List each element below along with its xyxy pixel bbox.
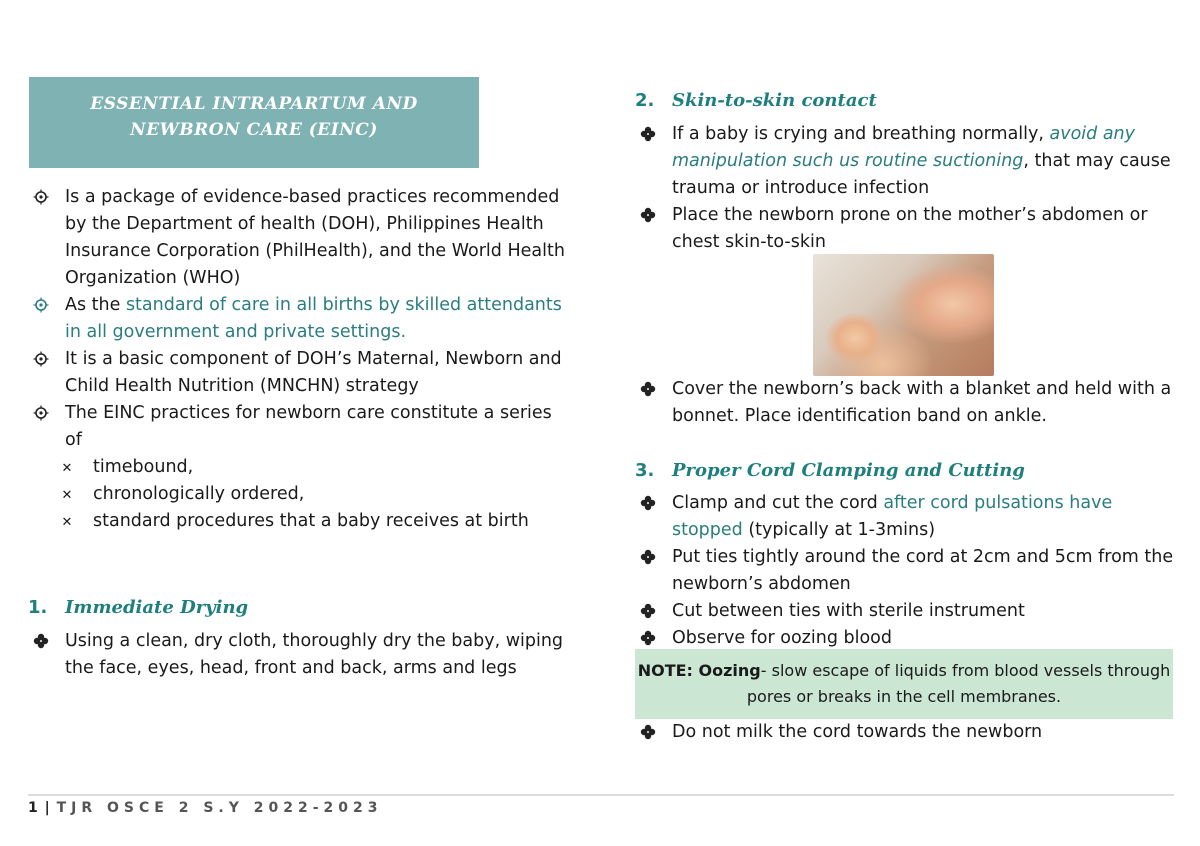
section-3-text: Do not milk the cord towards the newborn	[672, 722, 1043, 742]
section-2-list	[635, 121, 1175, 256]
intro-highlight: standard of care in all births by skilled attendants in all government and private settings	[65, 295, 562, 342]
intro-text-suffix: .	[400, 322, 407, 342]
intro-text-prefix: As the	[65, 295, 126, 315]
skin-to-skin-photo	[813, 254, 994, 376]
intro-sub-item	[28, 454, 568, 481]
footer	[28, 800, 383, 816]
section-1-text: Using a clean, dry cloth, thoroughly dry the baby, wiping the face, eyes, head, front and back, arms and legs	[65, 631, 564, 678]
cross-bullet-icon: ✕	[61, 460, 73, 476]
intro-item	[28, 400, 568, 454]
note-box	[635, 649, 1173, 719]
section-3-list-continued	[635, 719, 1175, 746]
section-2-text-suffix: , that may cause trauma or introduce infection	[672, 151, 1171, 198]
section-1-item	[28, 628, 568, 682]
section-3-text-suffix: (typically at 1-3mins)	[742, 520, 936, 540]
sun-bullet-icon	[32, 296, 50, 314]
intro-text: It is a basic component of DOH’s Maternal, Newborn and Child Health Nutrition (MNCHN) strategy	[65, 349, 562, 396]
section-3-text: Put ties tightly around the cord at 2cm and 5cm from the newborn’s abdomen	[672, 547, 1174, 594]
section-3-item	[635, 719, 1175, 746]
intro-text: The EINC practices for newborn care constitute a series of	[65, 403, 552, 450]
section-1-number: 1.	[28, 597, 48, 618]
title-banner	[29, 77, 479, 168]
flower-bullet-icon	[639, 723, 657, 741]
intro-sub-text: timebound,	[93, 457, 194, 477]
section-3-number: 3.	[635, 460, 655, 481]
section-3-item	[635, 625, 1175, 652]
section-3-item	[635, 490, 1175, 544]
footer-divider	[28, 794, 1174, 796]
sun-bullet-icon	[32, 404, 50, 422]
cross-bullet-icon: ✕	[61, 514, 73, 530]
section-2-number: 2.	[635, 90, 655, 111]
section-3-item	[635, 598, 1175, 625]
flower-bullet-icon	[639, 125, 657, 143]
section-2-item	[635, 121, 1175, 202]
section-2-title: Skin-to-skin contact	[672, 90, 877, 111]
section-3-text: Cut between ties with sterile instrument	[672, 601, 1025, 621]
section-2-highlight: avoid any manipulation such us routine suctioning	[672, 124, 1136, 171]
flower-bullet-icon	[639, 494, 657, 512]
flower-bullet-icon	[639, 602, 657, 620]
intro-sub-text: standard procedures that a baby receives at birth	[93, 511, 529, 531]
section-2-list-continued	[635, 376, 1175, 430]
flower-bullet-icon	[639, 629, 657, 647]
note-text: - slow escape of liquids from blood vessels through pores or breaks in the cell membranes.	[746, 661, 1171, 706]
intro-item	[28, 292, 568, 346]
section-2-text: Cover the newborn’s back with a blanket and held with a bonnet. Place identification band on ankle.	[672, 379, 1172, 426]
section-1-title: Immediate Drying	[65, 597, 249, 618]
footer-text: TJR OSCE 2 S.Y 2022-2023	[56, 800, 383, 816]
section-3-text: Observe for oozing blood	[672, 628, 892, 648]
intro-sub-item	[28, 481, 568, 508]
intro-sub-text: chronologically ordered,	[93, 484, 305, 504]
section-2-text: Place the newborn prone on the mother’s abdomen or chest skin-to-skin	[672, 205, 1148, 252]
section-3-item	[635, 544, 1175, 598]
sun-bullet-icon	[32, 350, 50, 368]
title-line-1: ESSENTIAL INTRAPARTUM AND	[90, 94, 418, 114]
footer-page-number: 1 |	[28, 800, 57, 816]
note-label: NOTE: Oozing	[637, 661, 761, 680]
intro-item	[28, 184, 568, 292]
section-3-highlight: after cord pulsations have stopped	[672, 493, 1113, 540]
flower-bullet-icon	[32, 632, 50, 650]
section-1-list	[28, 628, 568, 682]
section-2-item	[635, 376, 1175, 430]
intro-list	[28, 184, 568, 535]
section-2-item	[635, 202, 1175, 256]
section-3-text-prefix: Clamp and cut the cord	[672, 493, 884, 513]
section-2-heading	[635, 90, 877, 111]
flower-bullet-icon	[639, 380, 657, 398]
section-1-heading	[28, 597, 248, 618]
intro-item	[28, 346, 568, 400]
flower-bullet-icon	[639, 206, 657, 224]
section-3-title: Proper Cord Clamping and Cutting	[672, 460, 1025, 481]
sun-bullet-icon	[32, 188, 50, 206]
intro-text: Is a package of evidence-based practices recommended by the Department of health (DOH), Philippines Health Insurance Corporation (PhilHealth), and the World Health Organization (WHO)	[65, 187, 565, 288]
flower-bullet-icon	[639, 548, 657, 566]
section-3-heading	[635, 460, 1025, 481]
section-2-text-prefix: If a baby is crying and breathing normally,	[672, 124, 1050, 144]
title-line-2: NEWBRON CARE (EINC)	[130, 120, 378, 140]
cross-bullet-icon: ✕	[61, 487, 73, 503]
intro-sub-item	[28, 508, 568, 535]
section-3-list	[635, 490, 1175, 652]
